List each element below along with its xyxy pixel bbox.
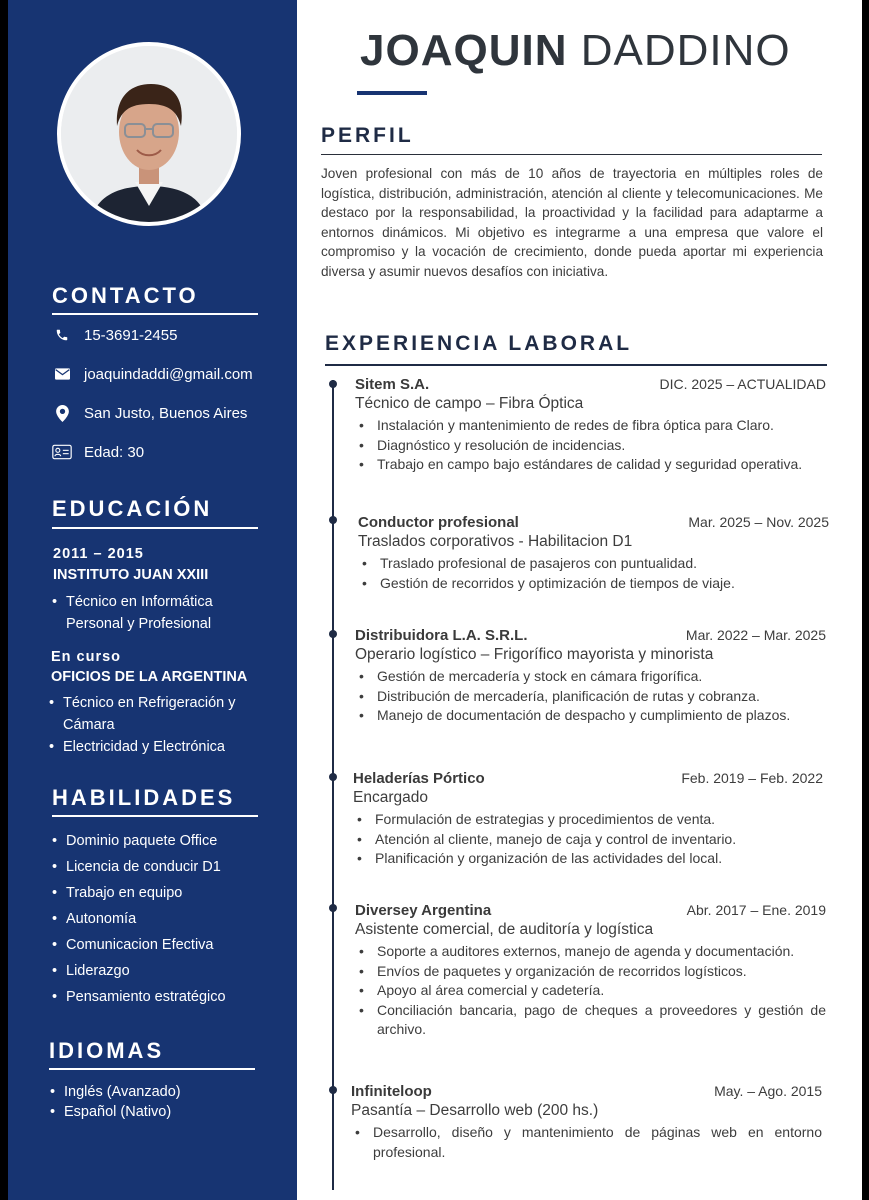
job-entry [358,514,829,593]
job-entry [355,627,826,726]
job-duties-list [355,942,826,1040]
contact-heading: CONTACTO [52,283,199,308]
timeline-dot [329,380,337,388]
contact-phone[interactable] [52,326,177,344]
job-duties-list [353,810,823,869]
contact-email[interactable] [52,365,253,383]
job-date: Feb. 2019 – Feb. 2022 [681,770,823,786]
experience-heading: EXPERIENCIA LABORAL [325,332,633,355]
job-company: Infiniteloop [351,1083,432,1100]
job-role: Asistente comercial, de auditoría y logística [355,921,654,938]
job-duty: • Traslado profesional de pasajeros con puntualidad. [358,554,829,574]
job-duty: • Manejo de documentación de despacho y cumplimiento de plazos. [355,706,826,726]
education-period: 2011 – 2015 [53,546,144,562]
skill-item: • Comunicacion Efectiva [52,932,272,958]
skill-item: • Autonomía [52,906,272,932]
phone-text: 15-3691-2455 [84,326,178,344]
experience-divider [325,364,827,366]
timeline-dot [329,630,337,638]
language-item: • Español (Nativo) [50,1102,270,1122]
email-icon [52,365,72,383]
job-duties-list [351,1123,822,1162]
age-text: Edad: 30 [84,443,145,461]
contact-age [52,443,144,461]
resume-page [8,0,862,1200]
name-accent-bar [357,91,427,95]
job-entry [355,376,826,475]
sidebar [8,0,297,1200]
job-duty: • Apoyo al área comercial y cadetería. [355,981,826,1001]
timeline-dot [329,1086,337,1094]
job-duty: • Gestión de recorridos y optimización de tiempos de viaje. [358,574,829,594]
job-role: Técnico de campo – Fibra Óptica [355,395,584,412]
first-name: JOAQUIN [360,26,568,75]
skill-item: • Trabajo en equipo [52,880,272,906]
job-company: Distribuidora L.A. S.R.L. [355,627,528,644]
education-item: • Técnico en Informática Personal y Profesional [52,591,252,635]
contact-location [52,404,247,422]
profile-text: Joven profesional con más de 10 años de trayectoria en múltiples roles de logística, distribución, administración, atención al cliente y telecomunicaciones. Me destaco por la responsabilidad, la proactividad y la facilidad para adaptarme a entornos dinámicos. Mi objetivo es integrarme a una empresa que valore el compromiso y la vocación de crecimiento, donde pueda aportar mi experiencia diversa y asumir nuevos desafíos con iniciativa. [321,166,823,279]
job-duty: • Envíos de paquetes y organización de recorridos logísticos. [355,962,826,982]
education-period: En curso [51,649,122,665]
email-text: joaquindaddi@gmail.com [84,365,253,383]
id-card-icon [52,443,72,461]
profile-divider [321,154,822,155]
timeline-dot [329,773,337,781]
job-date: DIC. 2025 – ACTUALIDAD [659,376,826,392]
education-item: • Técnico en Refrigeración y Cámara [49,692,249,736]
job-duty: • Conciliación bancaria, pago de cheques a proveedores y gestión de archivo. [355,1001,826,1040]
job-duty: • Instalación y mantenimiento de redes de fibra óptica para Claro. [355,416,826,436]
last-name: DADDINO [580,26,791,75]
language-item: • Inglés (Avanzado) [50,1082,270,1102]
profile-photo [57,42,241,226]
job-entry [355,902,826,1040]
education-institution: OFICIOS DE LA ARGENTINA [51,669,248,685]
job-role: Pasantía – Desarrollo web (200 hs.) [351,1102,599,1119]
job-date: Mar. 2025 – Nov. 2025 [688,514,829,530]
education-items-list [49,692,249,758]
job-duty: • Distribución de mercadería, planificación de rutas y cobranza. [355,687,826,707]
skill-item: • Licencia de conducir D1 [52,854,272,880]
job-date: Mar. 2022 – Mar. 2025 [685,627,826,643]
education-heading: EDUCACIÓN [52,496,213,521]
languages-divider [49,1068,255,1070]
job-entry [353,770,823,869]
education-divider [52,527,258,529]
phone-icon [52,326,72,344]
timeline-dot [329,904,337,912]
job-duty: • Trabajo en campo bajo estándares de calidad y seguridad operativa. [355,455,826,475]
job-duty: • Formulación de estrategias y procedimientos de venta. [353,810,823,830]
education-institution: INSTITUTO JUAN XXIII [53,567,209,583]
job-duty: • Atención al cliente, manejo de caja y control de inventario. [353,830,823,850]
location-icon [52,404,72,422]
job-duty: • Gestión de mercadería y stock en cámara frigorífica. [355,667,826,687]
languages-list [50,1082,270,1122]
job-duty: • Diagnóstico y resolución de incidencias. [355,436,826,456]
person-portrait-icon [61,46,237,222]
job-duties-list [358,554,829,593]
job-date: Abr. 2017 – Ene. 2019 [686,902,826,918]
languages-heading: IDIOMAS [49,1038,165,1063]
job-date: May. – Ago. 2015 [714,1083,822,1099]
contact-divider [52,313,258,315]
job-duty: • Planificación y organización de las actividades del local. [353,849,823,869]
job-company: Diversey Argentina [355,902,492,919]
job-role: Encargado [353,789,428,806]
job-role: Operario logístico – Frigorífico mayorista y minorista [355,646,714,663]
job-duties-list [355,667,826,726]
education-items-list [52,591,252,635]
profile-heading: PERFIL [321,124,414,147]
skill-item: • Dominio paquete Office [52,828,272,854]
skills-heading: HABILIDADES [52,785,236,810]
location-text: San Justo, Buenos Aires [84,404,248,422]
job-duties-list [355,416,826,475]
job-duty: • Desarrollo, diseño y mantenimiento de páginas web en entorno profesional. [351,1123,822,1162]
skill-item: • Pensamiento estratégico [52,984,272,1010]
skills-divider [52,815,258,817]
job-company: Heladerías Pórtico [353,770,485,787]
education-item: • Electricidad y Electrónica [49,736,249,758]
job-duty: • Soporte a auditores externos, manejo de agenda y documentación. [355,942,826,962]
job-company: Conductor profesional [358,514,519,531]
full-name [360,26,791,76]
job-entry [351,1083,822,1162]
job-company: Sitem S.A. [355,376,430,393]
job-role: Traslados corporativos - Habilitacion D1 [358,533,633,550]
timeline-line [332,380,334,1190]
skills-list [52,828,272,1010]
timeline-dot [329,516,337,524]
skill-item: • Liderazgo [52,958,272,984]
